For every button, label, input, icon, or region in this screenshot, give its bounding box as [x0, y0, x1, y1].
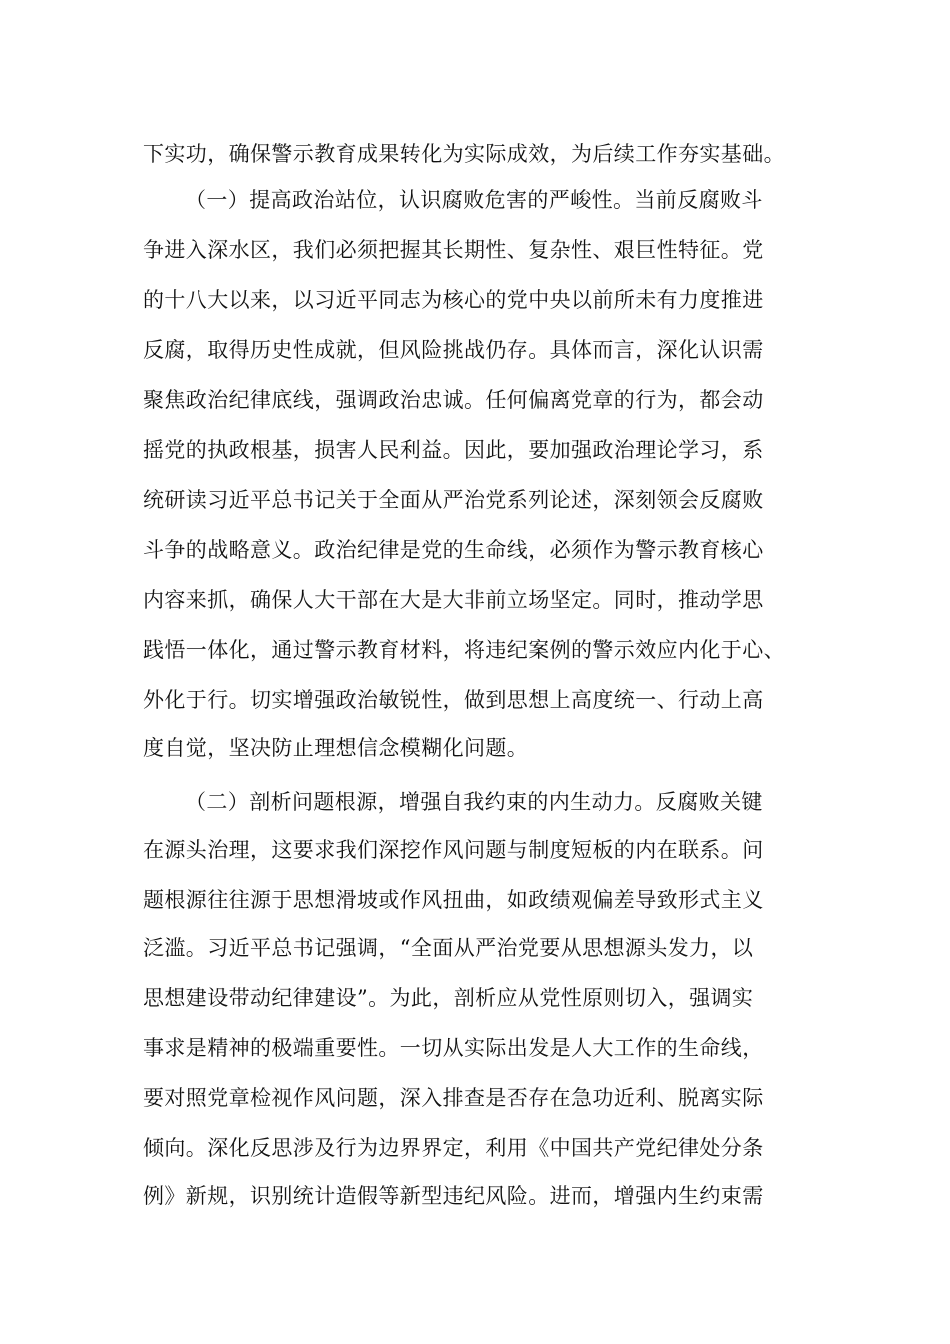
text-line: 度自觉，坚决防止理想信念模糊化问题。 — [143, 736, 529, 760]
text-line: 在源头治理，这要求我们深挖作风问题与制度短板的内在联系。问 — [143, 838, 764, 862]
paragraph-heading-2: （二）剖析问题根源，增强自我约束的内生动力。反腐败关键 — [185, 790, 763, 814]
text-line: 斗争的战略意义。政治纪律是党的生命线，必须作为警示教育核心 — [143, 538, 764, 562]
text-line: 外化于行。切实增强政治敏锐性，做到思想上高度统一、行动上高 — [143, 688, 764, 712]
text-line: 倾向。深化反思涉及行为边界界定，利用《中国共产党纪律处分条 — [143, 1136, 764, 1160]
text-line: 例》新规，识别统计造假等新型违纪风险。进而，增强内生约束需 — [143, 1184, 764, 1208]
text-line: 要对照党章检视作风问题，深入排查是否存在急功近利、脱离实际 — [143, 1086, 764, 1110]
text-line: 下实功，确保警示教育成果转化为实际成效，为后续工作夯实基础。 — [143, 142, 785, 166]
text-line: 聚焦政治纪律底线，强调政治忠诚。任何偏离党章的行为，都会动 — [143, 388, 764, 412]
paragraph-heading-1: （一）提高政治站位，认识腐败危害的严峻性。当前反腐败斗 — [185, 188, 763, 212]
text-line: 题根源往往源于思想滑坡或作风扭曲，如政绩观偏差导致形式主义 — [143, 888, 764, 912]
text-line: 泛滥。习近平总书记强调，“全面从严治党要从思想源头发力，以 — [143, 936, 754, 960]
text-line: 反腐，取得历史性成就，但风险挑战仍存。具体而言，深化认识需 — [143, 338, 764, 362]
text-line: 内容来抓，确保人大干部在大是大非前立场坚定。同时，推动学思 — [143, 588, 764, 612]
text-line: 争进入深水区，我们必须把握其长期性、复杂性、艰巨性特征。党 — [143, 238, 764, 262]
text-line: 统研读习近平总书记关于全面从严治党系列论述，深刻领会反腐败 — [143, 488, 764, 512]
text-line: 践悟一体化，通过警示教育材料，将违纪案例的警示效应内化于心、 — [143, 638, 785, 662]
text-line: 事求是精神的极端重要性。一切从实际出发是人大工作的生命线， — [143, 1036, 764, 1060]
text-line: 摇党的执政根基，损害人民利益。因此，要加强政治理论学习，系 — [143, 438, 764, 462]
text-line: 思想建设带动纪律建设”。为此，剖析应从党性原则切入，强调实 — [143, 986, 754, 1010]
text-line: 的十八大以来，以习近平同志为核心的党中央以前所未有力度推进 — [143, 288, 764, 312]
